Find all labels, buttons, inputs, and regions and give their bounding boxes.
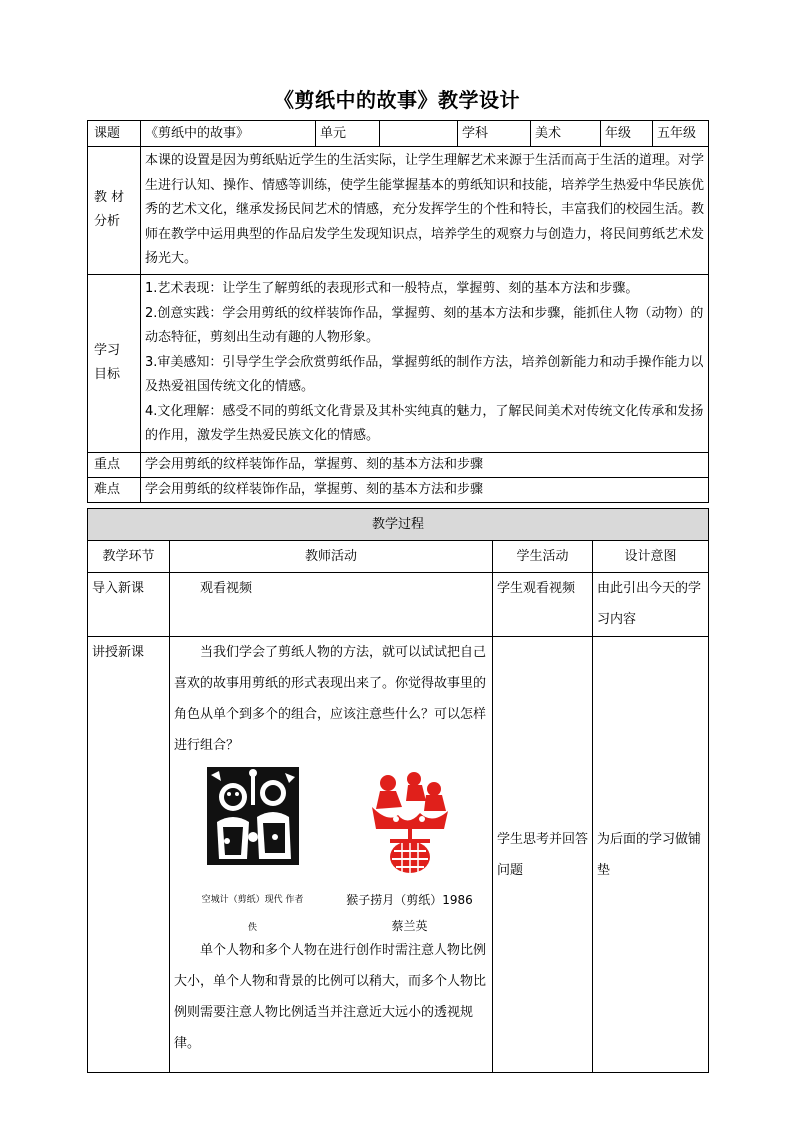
row1-teacher: 观看视频 xyxy=(170,573,493,637)
row2-stage: 讲授新课 xyxy=(88,637,170,1073)
header-intent: 设计意图 xyxy=(593,541,709,573)
row2-intent: 为后面的学习做铺垫 xyxy=(593,637,709,1073)
subject-label: 学科 xyxy=(458,121,531,147)
row1-stage: 导入新课 xyxy=(88,573,170,637)
lesson-value: 《剪纸中的故事》 xyxy=(141,121,316,147)
page-title: 《剪纸中的故事》教学设计 xyxy=(274,88,520,112)
key-point-text: 学会用剪纸的纹样装饰作品，掌握剪、刻的基本方法和步骤 xyxy=(141,452,709,477)
row2-teacher xyxy=(170,637,493,1073)
papercut-images xyxy=(174,767,488,935)
unit-value xyxy=(380,121,458,147)
row1-student: 学生观看视频 xyxy=(493,573,593,637)
lesson-info-table xyxy=(87,120,709,503)
difficulty-label: 难点 xyxy=(88,477,141,502)
caption-1: 空城计（剪纸）现代 作者 xyxy=(201,895,304,905)
teacher-paragraph-2: 单个人物和多个人物在进行创作时需注意人物比例大小，单个人物和背景的比例可以稍大，而多个人物比例则需要注意人物比例适当并注意近大远小的透视规律。 xyxy=(174,943,487,1051)
analysis-label-line2: 分析 xyxy=(94,214,121,230)
objectives-list xyxy=(141,274,709,452)
objectives-label xyxy=(88,274,141,452)
teacher-paragraph-1: 当我们学会了剪纸人物的方法，就可以试试把自己喜欢的故事用剪纸的形式表现出来了。你觉得故事里的角色从单个到多个的组合，应该注意些什么？可以怎样进行组合？ xyxy=(174,645,487,753)
monkey-moon-papercut-image xyxy=(368,767,452,877)
header-teacher: 教师活动 xyxy=(170,541,493,573)
objective-item: 3.审美感知：引导学生学会欣赏剪纸作品，掌握剪纸的制作方法，培养创新能力和动手操作能力以及热爱祖国传统文化的情感。 xyxy=(145,354,704,395)
key-point-label: 重点 xyxy=(88,452,141,477)
objectives-label-line2: 目标 xyxy=(94,367,121,382)
grade-label: 年级 xyxy=(601,121,653,147)
papercut-figure-2 xyxy=(335,767,485,935)
process-title: 教学过程 xyxy=(88,509,709,541)
lesson-label: 课题 xyxy=(88,121,141,147)
objective-item: 4.文化理解：感受不同的剪纸文化背景及其朴实纯真的魅力，了解民间美术对传统文化传承和发扬的作用，激发学生热爱民族文化的情感。 xyxy=(145,403,704,444)
objective-item: 2.创意实践：学会用剪纸的纹样装饰作品，掌握剪、刻的基本方法和步骤，能抓住人物（动物）的动态特征，剪刻出生动有趣的人物形象。 xyxy=(145,305,704,346)
papercut-figure-1 xyxy=(178,767,328,935)
objective-item: 1.艺术表现：让学生了解剪纸的表现形式和一般特点，掌握剪、刻的基本方法和步骤。 xyxy=(145,281,639,297)
objectives-label-line1: 学习 xyxy=(94,343,121,358)
row2-student: 学生思考并回答问题 xyxy=(493,637,593,1073)
row1-intent: 由此引出今天的学习内容 xyxy=(593,573,709,637)
subject-value: 美术 xyxy=(531,121,601,147)
caption-2: 猴子捞月（剪纸）1986 xyxy=(346,893,473,907)
caption-2-author: 蔡兰英 xyxy=(391,919,428,933)
kongchengji-papercut-image xyxy=(207,767,299,865)
grade-value: 五年级 xyxy=(653,121,709,147)
caption-1-author: 佚 xyxy=(247,923,257,933)
header-stage: 教学环节 xyxy=(88,541,170,573)
teaching-process-table xyxy=(87,508,709,1073)
analysis-text: 本课的设置是因为剪纸贴近学生的生活实际，让学生理解艺术来源于生活而高于生活的道理。对学生进行认知、操作、情感等训练，使学生能掌握基本的剪纸知识和技能，培养学生热爱中华民族优秀的艺术文化，继承发扬民间艺术的情感，充分发挥学生的个性和特长，丰富我们的校园生活。教师在教学中运用典型的作品启发学生发现知识点，培养学生的观察力与创造力，将民间剪纸艺术发扬光大。 xyxy=(141,147,709,275)
header-student: 学生活动 xyxy=(493,541,593,573)
difficulty-text: 学会用剪纸的纹样装饰作品，掌握剪、刻的基本方法和步骤 xyxy=(141,477,709,502)
analysis-label-line1: 教 材 xyxy=(94,190,125,206)
analysis-label xyxy=(88,147,141,275)
unit-label: 单元 xyxy=(316,121,380,147)
